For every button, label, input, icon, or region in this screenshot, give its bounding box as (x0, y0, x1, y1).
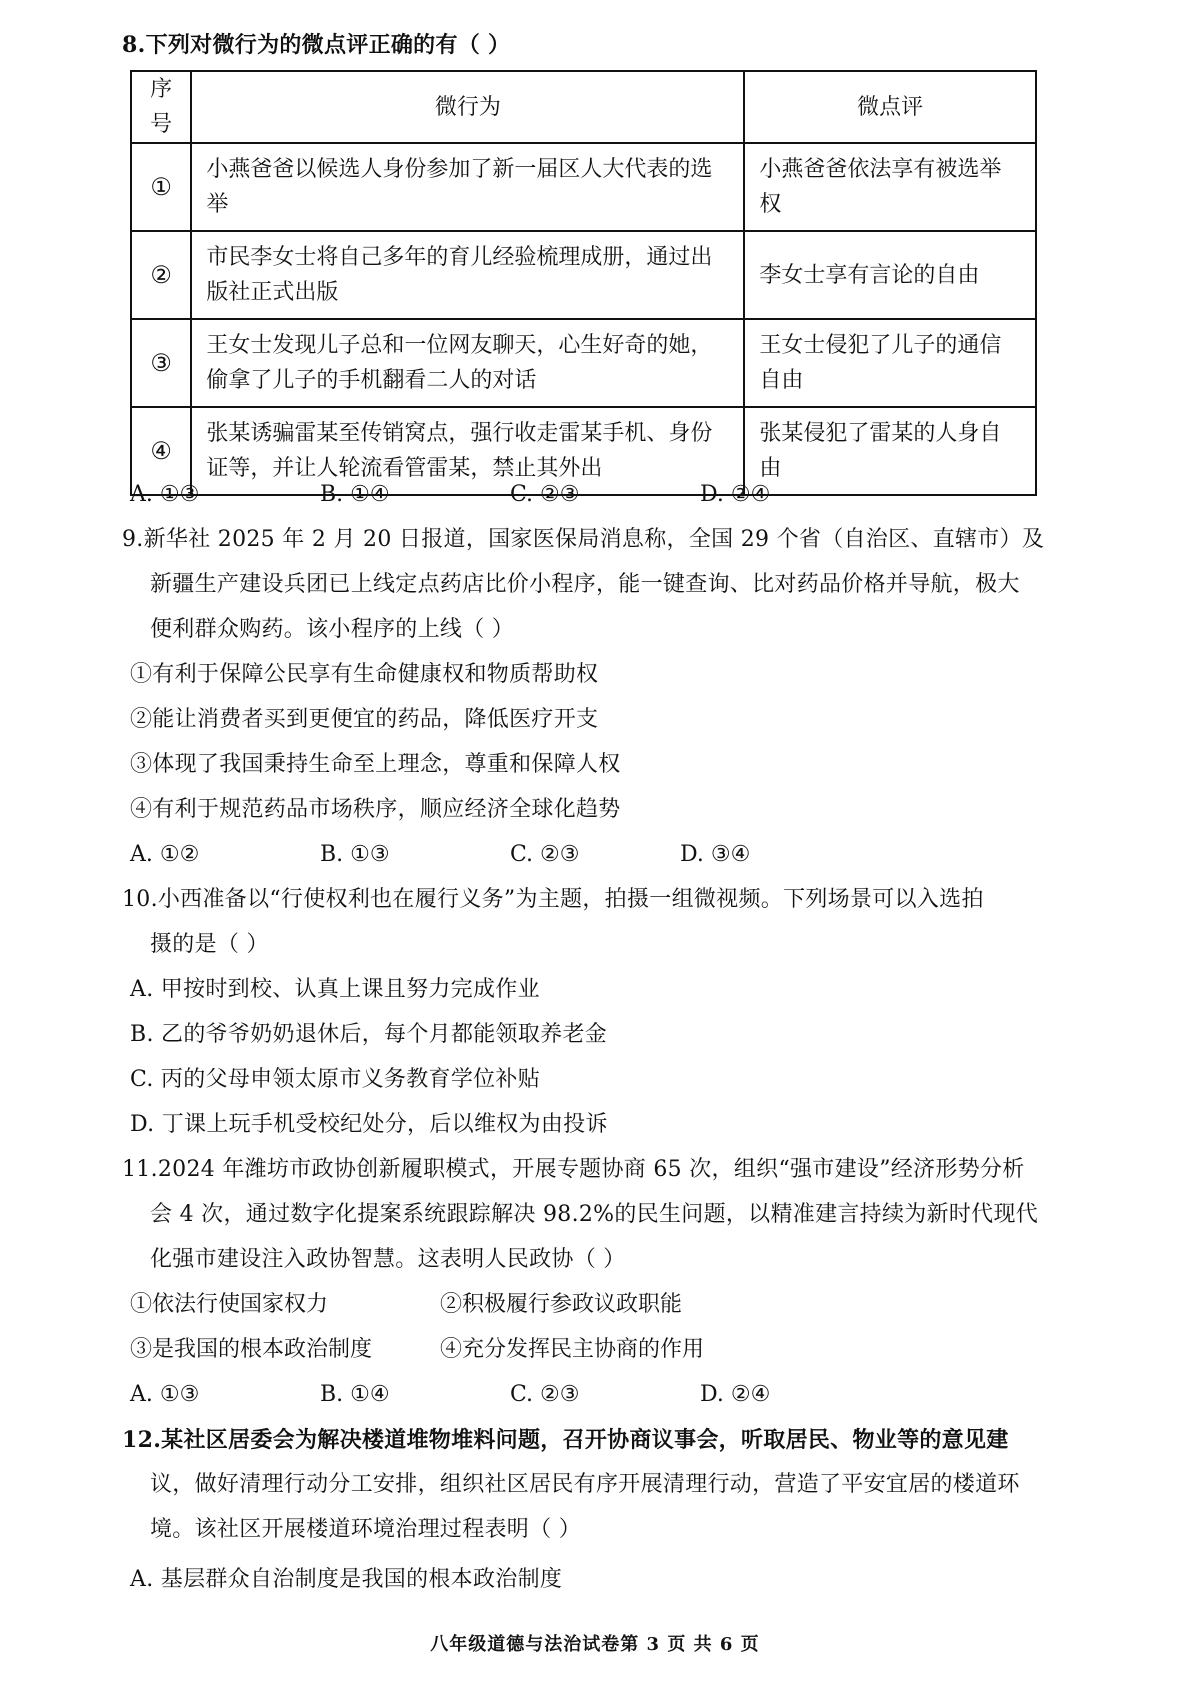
q12-line-1: 12.某社区居委会为解决楼道堆物堆料问题，召开协商议事会，听取居民、物业等的意见建 (122, 1427, 1009, 1453)
option-a[interactable]: A. ①② (130, 842, 200, 867)
q8-table (130, 70, 1037, 496)
q11-statement-2: ②积极履行参政议政职能 (440, 1292, 683, 1317)
table-header-comment: 微点评 (744, 71, 1036, 143)
q9-statement-4: ④有利于规范药品市场秩序，顺应经济全球化趋势 (130, 797, 621, 822)
table-header-action: 微行为 (191, 71, 744, 143)
q9-options (130, 840, 850, 870)
q9-statement-2: ②能让消费者买到更便宜的药品，降低医疗开支 (130, 707, 599, 732)
option-a[interactable]: A. ①③ (130, 482, 200, 507)
q9-line-1: 9.新华社 2025 年 2 月 20 日报道，国家医保局消息称，全国 29 个省（自治区、直辖市）及 (122, 527, 1045, 552)
row-comment: 张某侵犯了雷某的人身自由 (759, 421, 1002, 481)
row-number: ① (131, 143, 191, 231)
q11-statements-row-1 (130, 1290, 682, 1320)
q8-stem: 8.下列对微行为的微点评正确的有（ ） (122, 32, 511, 58)
option-d[interactable]: D. ③④ (680, 842, 751, 867)
q11-line-3: 化强市建设注入政协智慧。这表明人民政协（ ） (150, 1247, 626, 1272)
q9-statement-1: ①有利于保障公民享有生命健康权和物质帮助权 (130, 662, 599, 687)
q11-options (130, 1380, 890, 1410)
option-a[interactable]: A. ①③ (130, 1382, 200, 1407)
q9-line-2: 新疆生产建设兵团已上线定点药店比价小程序，能一键查询、比对药品价格并导航，极大 (150, 572, 1020, 597)
q12-line-3: 境。该社区开展楼道环境治理过程表明（ ） (150, 1517, 581, 1542)
row-action: 小燕爸爸以候选人身份参加了新一届区人大代表的选举 (206, 157, 713, 217)
q9-statement-3: ③体现了我国秉持生命至上理念，尊重和保障人权 (130, 752, 621, 777)
q10-choice-d[interactable]: D. 丁课上玩手机受校纪处分，后以维权为由投诉 (130, 1112, 608, 1137)
table-header-no: 序号 (131, 71, 191, 143)
option-c[interactable]: C. ②③ (510, 842, 580, 867)
q10-choice-b[interactable]: B. 乙的爷爷奶奶退休后，每个月都能领取养老金 (130, 1022, 608, 1047)
row-action: 王女士发现儿子总和一位网友聊天，心生好奇的她，偷拿了儿子的手机翻看二人的对话 (206, 333, 713, 393)
row-action: 市民李女士将自己多年的育儿经验梳理成册，通过出版社正式出版 (206, 245, 713, 305)
q11-statement-1: ①依法行使国家权力 (130, 1292, 329, 1317)
q11-statement-3: ③是我国的根本政治制度 (130, 1337, 373, 1362)
row-number: ④ (131, 407, 191, 495)
q12-choice-a[interactable]: A. 基层群众自治制度是我国的根本政治制度 (130, 1567, 563, 1592)
q11-statement-4: ④充分发挥民主协商的作用 (440, 1337, 705, 1362)
option-d[interactable]: D. ②④ (700, 482, 771, 507)
q11-line-1: 11.2024 年潍坊市政协创新履职模式，开展专题协商 65 次，组织“强市建设”经济形势分析 (122, 1157, 1025, 1182)
q9-line-3: 便利群众购药。该小程序的上线（ ） (150, 617, 515, 642)
row-comment: 小燕爸爸依法享有被选举权 (759, 157, 1002, 217)
table-row (131, 231, 1036, 319)
q10-choice-a[interactable]: A. 甲按时到校、认真上课且努力完成作业 (130, 977, 540, 1002)
table-row (131, 143, 1036, 231)
q8-options (130, 480, 890, 510)
option-b[interactable]: B. ①③ (320, 842, 390, 867)
option-b[interactable]: B. ①④ (320, 482, 390, 507)
option-c[interactable]: C. ②③ (510, 482, 580, 507)
q11-statements-row-2 (130, 1335, 704, 1365)
option-d[interactable]: D. ②④ (700, 1382, 771, 1407)
row-action: 张某诱骗雷某至传销窝点，强行收走雷某手机、身份证等，并让人轮流看管雷某，禁止其外出 (206, 421, 713, 481)
table-row (131, 319, 1036, 407)
q11-line-2: 会 4 次，通过数字化提案系统跟踪解决 98.2%的民生问题，以精准建言持续为新时代现代 (150, 1202, 1039, 1227)
option-c[interactable]: C. ②③ (510, 1382, 580, 1407)
q10-line-2: 摄的是（ ） (150, 932, 269, 957)
q10-choice-c[interactable]: C. 丙的父母申领太原市义务教育学位补贴 (130, 1067, 541, 1092)
q10-line-1: 10.小西准备以“行使权利也在履行义务”为主题，拍摄一组微视频。下列场景可以入选拍 (122, 887, 984, 912)
option-b[interactable]: B. ①④ (320, 1382, 390, 1407)
row-number: ③ (131, 319, 191, 407)
row-comment: 王女士侵犯了儿子的通信自由 (759, 333, 1002, 393)
row-comment: 李女士享有言论的自由 (759, 262, 980, 288)
row-number: ② (131, 231, 191, 319)
page-footer: 八年级道德与法治试卷第 3 页 共 6 页 (430, 1634, 760, 1655)
q12-line-2: 议，做好清理行动分工安排，组织社区居民有序开展清理行动，营造了平安宜居的楼道环 (150, 1472, 1020, 1497)
